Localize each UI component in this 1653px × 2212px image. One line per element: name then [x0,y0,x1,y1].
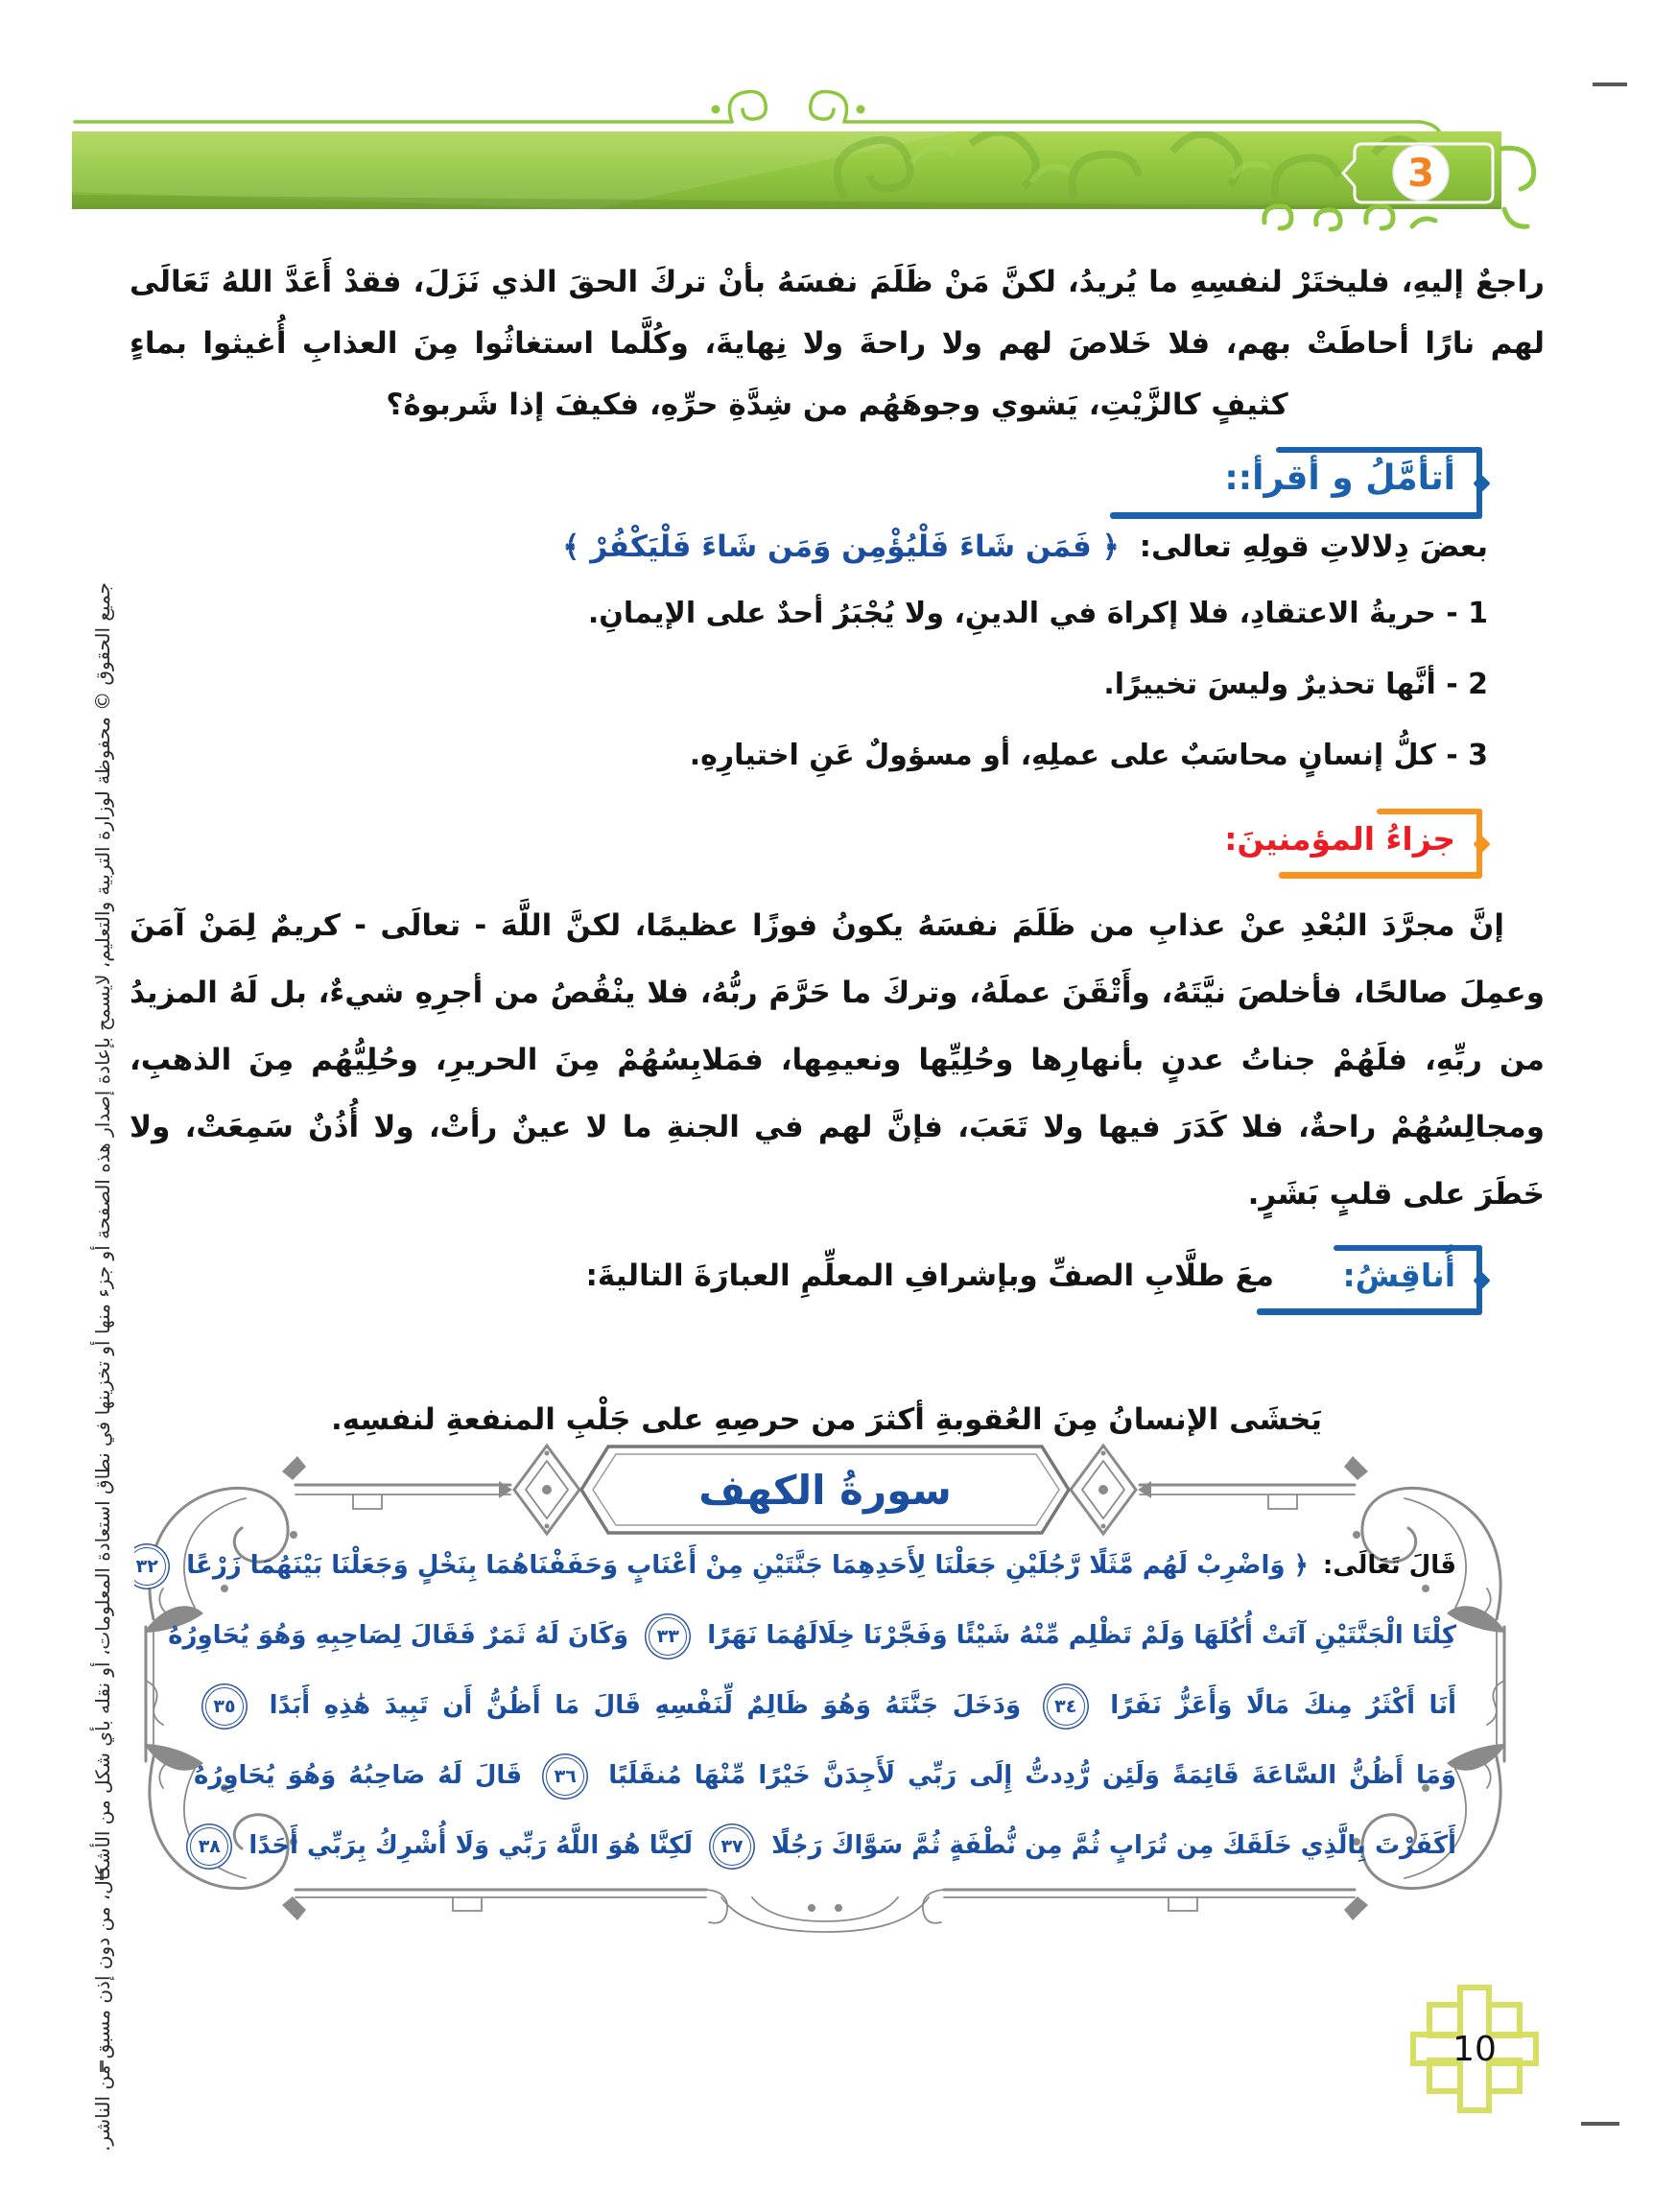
verse-text: أَنَا أَكْثَرُ مِنكَ مَالًا وَأَعَزُّ نَفَرًا [1110,1691,1456,1720]
diamond-ornament-icon [499,1446,579,1534]
lesson-number: 3 [1407,152,1434,196]
bracket-underline [1279,872,1482,879]
verse-intro: قَالَ تَعَالَى: [1322,1551,1456,1580]
verse-line [194,1671,1456,1741]
verse-line [135,1531,1456,1601]
verse-line [194,1741,1456,1811]
verse-text: وَمَا أَظُنُّ السَّاعَةَ قَائِمَةً وَلَئِن رُّدِدتُّ إِلَى رَبِّي لَأَجِدَنَّ خَيْرًا مِّنْهَا مُنقَلَبًا [608,1761,1456,1790]
intro-paragraph: راجعٌ إليهِ، فليختَرْ لنفسِهِ ما يُريدُ، لكنَّ مَنْ ظَلَمَ نفسَهُ بأنْ تركَ الحقَ الذي نَزَلَ، فقدْ أَعَدَّ اللهُ تَعَالَى لهم نارًا أحاطَتْ بهم، فلا خَلاصَ لهم ولا راحةَ ولا نِهايةَ، وكُلَّما استغاثُوا مِنَ العذابِ أُغيثوا بماءٍ كثيفٍ كالزَّيْتِ، يَشوي وجوهَهُم من شِدَّةِ حرِّهِ، فكيفَ إذا شَربوهُ؟ [130,265,1545,422]
crop-mark-bottom [1581,2122,1619,2126]
reflect-point-3: 3 - كلُّ إنسانٍ محاسَبٌ على عملِهِ، أو مسؤولٌ عَنِ اختيارِهِ. [689,739,1488,772]
surah-title: سورةُ الكهف [698,1467,952,1514]
reflect-heading: أتأمَّلُ و أقرأ:: [1224,459,1455,498]
crop-mark-top [1593,82,1627,86]
quran-quote: ﴿ فَمَن شَاءَ فَلْيُؤْمِن وَمَن شَاءَ فَلْيَكْفُرْ ﴾ [562,529,1120,564]
green-band [72,131,1534,229]
bracket-underline [1257,1308,1482,1315]
diamond-ornament-icon [1071,1446,1151,1534]
bracket-right [1476,1245,1482,1315]
reward-heading: جزاءُ المؤمنينَ: [1224,820,1455,858]
verse-line [194,1811,1456,1881]
ayah-number-rosette: ٣٣ [649,1617,687,1656]
header-band [0,0,1653,249]
verse-text: أَكَفَرْتَ بِالَّذِي خَلَقَكَ مِن تُرَابٍ ثُمَّ مِن نُّطْفَةٍ ثُمَّ سَوَّاكَ رَجُلًا [771,1831,1456,1860]
ayah-number-rosette: ٣٥ [205,1687,244,1726]
ayah-number-rosette: ٣٢ [134,1547,166,1586]
bracket-underline [1110,512,1482,519]
copyright-sidebar: جميع الحقوق © محفوظة لوزارة التربية والتعليم، لايسمح بإعادة إصدار هذه الصفحة أو جزء منها أو تخزينها في نطاق استعادة المعلومات، أو نقله بأي شكل من الأشكال، من دون إذن مسبق من الناشر. [91,582,114,2152]
ayah-number-rosette: ٣٨ [190,1827,228,1866]
reward-paragraph: إنَّ مجرَّدَ البُعْدِ عنْ عذابِ من ظَلَمَ نفسَهُ يكونُ فوزًا عظيمًا، لكنَّ اللَّهَ - تعالَى - كريمٌ لِمَنْ آمَنَ وعمِلَ صالحًا، فأخلصَ نيَّتَهُ، وأَتْقَنَ عملَهُ، وتركَ ما حَرَّمَ ربُّهُ، فلا ينْقُصُ من أجرِهِ شيءٌ، بل لَهُ المزيدُ من ربِّهِ، فلَهُمْ جناتُ عدنٍ بأنهارِها وحُلِيِّها ونعيمِها، فمَلابِسُهُمْ مِنَ الحريرِ، وحُلِيُّهُم مِنَ الذهبِ، ومجالِسُهُمْ راحةٌ، فلا كَدَرَ فيها ولا تَعَبَ، فإنَّ لهم في الجنةِ ما لا عينٌ رأتْ، ولا أُذُنٌ سَمِعَتْ، ولا خَطَرَ على قلبٍ بَشَرٍ. [130,908,1545,1212]
verse-lines [135,1531,1456,1881]
discuss-heading: أُناقِشُ: [1342,1257,1455,1294]
discussion-statement: يَخشَى الإنسانُ مِنَ العُقوبةِ أكثرَ من حرصِهِ على جَلْبِ المنفعةِ لنفسِهِ. [331,1402,1322,1437]
ayah-number-rosette: ٣٤ [1047,1687,1085,1726]
surah-cartouche [581,1447,1069,1533]
quran-frame [134,1439,1516,1938]
page-number-ornament [1403,1984,1547,2123]
reflect-lead-line [562,529,1488,564]
bracket-right [1476,809,1482,879]
verse-text: وَكَانَ لَهُ ثَمَرٌ فَقَالَ لِصَاحِبِهِ وَهُوَ يُحَاوِرُهُ [168,1621,629,1650]
verse-text: وَدَخَلَ جَنَّتَهُ وَهُوَ ظَالِمٌ لِّنَفْسِهِ قَالَ مَا أَظُنُّ أَن تَبِيدَ هَٰذِهِ أَبَدًا [269,1691,1022,1720]
verse-text: قَالَ لَهُ صَاحِبُهُ وَهُوَ يُحَاوِرُهُ [194,1761,523,1790]
verse-text: ﴿ وَاضْرِبْ لَهُم مَّثَلًا رَّجُلَيْنِ جَعَلْنَا لِأَحَدِهِمَا جَنَّتَيْنِ مِنْ أَعْنَابٍ وَحَفَفْنَاهُمَا بِنَخْلٍ وَجَعَلْنَا بَيْنَهُمَا زَرْعًا [186,1551,1309,1580]
reflect-point-2: 2 - أنَّها تحذيرٌ وليسَ تخييرًا. [1103,668,1488,701]
discuss-lead: معَ طلَّابِ الصفِّ وبإشرافِ المعلِّمِ العبارَةَ التاليةَ: [585,1259,1274,1293]
verse-line [168,1601,1456,1671]
reflect-lead: بعضَ دِلالاتِ قولِهِ تعالى: [1139,529,1488,564]
verse-text: كِلْتَا الْجَنَّتَيْنِ آتَتْ أُكُلَهَا وَلَمْ تَظْلِم مِّنْهُ شَيْئًا وَفَجَّرْنَا خِلَالَهُمَا نَهَرًا [707,1621,1456,1650]
bracket-top [1334,1245,1482,1251]
bracket-top [1377,809,1482,814]
bracket-right [1476,447,1482,519]
discuss-heading-box [1329,1245,1482,1315]
verse-text: لَكِنَّا هُوَ اللَّهُ رَبِّي وَلَا أُشْرِكُ بِرَبِّي أَحَدًا [248,1831,693,1860]
reflect-heading-box [1211,447,1482,519]
reflect-point-1: 1 - حريةُ الاعتقادِ، فلا إكراهَ في الدينِ، ولا يُجْبَرُ أحدٌ على الإيمانِ. [587,597,1488,630]
reward-heading-box [1211,809,1482,879]
page-number: 10 [1452,2030,1497,2069]
ayah-number-rosette: ٣٦ [546,1757,584,1796]
bracket-top [1276,447,1482,453]
ayah-number-rosette: ٣٧ [713,1827,751,1866]
